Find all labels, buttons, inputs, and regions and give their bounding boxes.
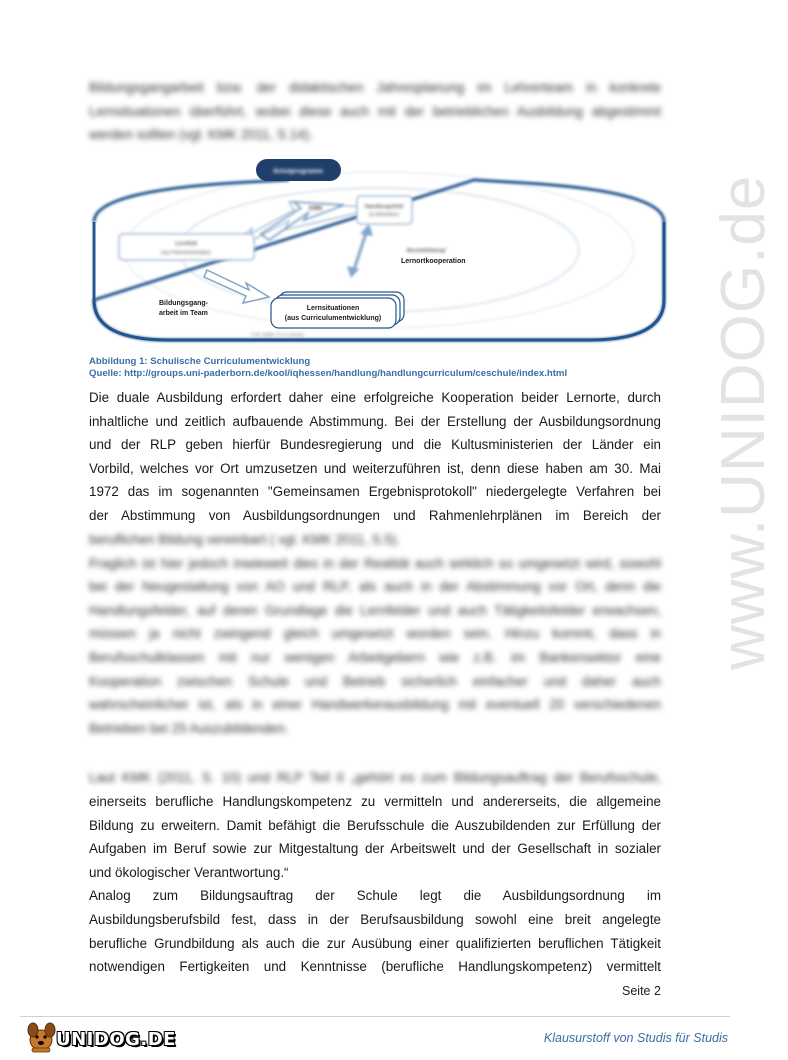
- paragraph-line: Vorbild, welches vor Ort umzusetzen und weiterzuführen ist, denn diese haben am 30. Mai: [89, 460, 661, 476]
- paragraph-line: Kooperation zwischen Schule und Betrieb sicherlich einfacher und daher auch: [89, 673, 661, 689]
- paragraph-line: bei der Neugestaltung von AO und RLP, als auch in der Abstimmung vor Ort, denn die: [89, 579, 661, 595]
- paragraph-1: [89, 386, 661, 528]
- bildungsgang-label-2: arbeit im Team: [159, 310, 208, 317]
- lernsituationen-node: [271, 292, 404, 328]
- caption-title: Abbildung 1: Schulische Curriculumentwicklung: [89, 356, 311, 367]
- lernfeld-sub: (aus Rahmenlehrplan): [161, 250, 211, 256]
- paragraph-line: Bildung zu erweitern. Damit befähigt die Berufsschule die Auszubildenden zur Erfüllung der: [89, 817, 661, 833]
- intro-paragraph: [89, 76, 661, 147]
- paragraph-line: Ausbildungsberufsbild fest, dass in der Berufsausbildung sowohl eine breit angelegte: [89, 911, 661, 927]
- paragraph-line: einerseits berufliche Handlungskompetenz zu vermitteln und andererseits, die allgemeine: [89, 794, 661, 809]
- quote-intro: [89, 766, 661, 790]
- paragraph-line: Die duale Ausbildung erfordert daher eine erfolgreiche Kooperation beider Lernorte, durch: [89, 390, 661, 405]
- logo-text[interactable]: UNIDOG.DE: [56, 1029, 176, 1050]
- figure-credit: © M. Gekle / H.-H. Kremer: [251, 332, 304, 337]
- lernfeld-node: [119, 234, 254, 260]
- watermark: www.UNIDOG.de: [709, 174, 778, 670]
- lernfeld-arrow: [204, 270, 269, 303]
- bildungsgang-label-1: Bildungsgang-: [159, 300, 208, 307]
- paragraph-line: müssen ja nicht zwingend gleich umgesetzt worden sein. Hinzu kommt, dass in: [89, 626, 661, 642]
- intro-line: werden sollten (vgl. KMK 2011, S.14).: [89, 127, 313, 143]
- paragraph-line: Laut KMK (2011, S. 10) und RLP Teil II „gehört es zum Bildungsauftrag der Berufsschule,: [89, 770, 661, 785]
- paragraph-line: und ökologischer Verantwortung.“: [89, 864, 289, 880]
- kooperation-blur-label: Berufsbildung/: [407, 248, 446, 254]
- handlungsfeld-node: [357, 196, 412, 224]
- handlungsfeld-label: Handlungsfeld: [364, 204, 404, 210]
- paragraph-line: Aufgaben im Beruf sowie zur Mitgestaltung der Arbeitswelt und der Gesellschaft in sozialer: [89, 841, 661, 857]
- paragraph-line: berufliche Grundbildung als auch die zur Ausübung einer qualifizierten beruflichen Tätigkeit: [89, 935, 661, 951]
- paragraph-line: inhaltliche und zeitlich aufbauende Abstimmung. Bei der Erstellung der Ausbildungsordnung: [89, 413, 661, 429]
- paragraph-2: [89, 790, 661, 979]
- lernsituationen-label: Lernsituationen: [306, 305, 360, 312]
- paragraph-line: 1972 das im sogenannten "Gemeinsamen Ergebnisprotokoll" niedergelegte Verfahren bei: [89, 484, 661, 500]
- paragraph-line: Handlungsfelder, auf deren Grundlage die Lernfelder und auch Tätigkeitsfelder erwachsen,: [89, 602, 661, 618]
- paragraph-line: Analog zum Bildungsauftrag der Schule legt die Ausbildungsordnung im: [89, 888, 661, 904]
- figure-caption: [89, 356, 567, 380]
- caption-source: Quelle: http://groups.uni-paderborn.de/kool/iqhessen/handlung/handlungcurriculum/ceschule/index.html: [89, 368, 568, 379]
- footer-slogan: Klausurstoff von Studis für Studis: [543, 1031, 728, 1045]
- paragraph-line: der Abstimmung von Ausbildungsordnungen und Rahmenlehrplänen im Bereich der: [89, 507, 661, 523]
- kooperation-label: Lernortkooperation: [401, 258, 466, 265]
- lernsituationen-sub: (aus Curriculumentwicklung): [284, 315, 382, 322]
- paragraph-line: Betrieben bei 25 Auszubildenden.: [89, 720, 289, 736]
- intro-line: Bildungsgangarbeit bzw. der didaktischen Jahresplanung im Lehrerteam in konkrete: [89, 80, 661, 95]
- paragraph-line: Fraglich ist hier jedoch inwieweit dies in der Realität auch wirklich so umgesetzt wird, sowohl: [89, 555, 661, 571]
- paragraph-line: und der RLP geben hierfür Bundesregierung und die Kultusministerien der Länder ein: [89, 437, 661, 453]
- schulprogramm-node: [256, 159, 341, 181]
- kmk-label: KMK: [309, 206, 323, 212]
- paragraph-line: notwendigen Fertigkeiten und Kenntnisse (berufliche Handlungskompetenz) vermittelt: [89, 959, 661, 975]
- dog-icon: [28, 1023, 55, 1052]
- lernfeld-label: Lernfeld: [175, 241, 197, 247]
- paragraph-line: Berufsschulklassen mit nur wenigen Arbeitgebern wie z.B. im Bankensektor eine: [89, 649, 661, 665]
- paragraph-line: wahrscheinlicher ist, als in einer Handwerkerausbildung mit eventuell 20 verschiedenen: [89, 697, 661, 713]
- curriculum-diagram: [89, 150, 669, 345]
- double-arrow: [347, 224, 373, 278]
- paragraph-line: beruflichen Bildung vereinbart ( vgl. KMK 2011, S.5).: [89, 532, 400, 547]
- intro-line: Lernsituationen überführt, wobei diese auch mit der betrieblichen Ausbildung abgestimmt: [89, 103, 661, 119]
- blurred-paragraph: [89, 528, 661, 740]
- handlungsfeld-sub: (in Betrieben): [368, 212, 400, 218]
- page-number: Seite 2: [622, 984, 661, 998]
- schulprogramm-label: Schulprogramm: [273, 168, 323, 175]
